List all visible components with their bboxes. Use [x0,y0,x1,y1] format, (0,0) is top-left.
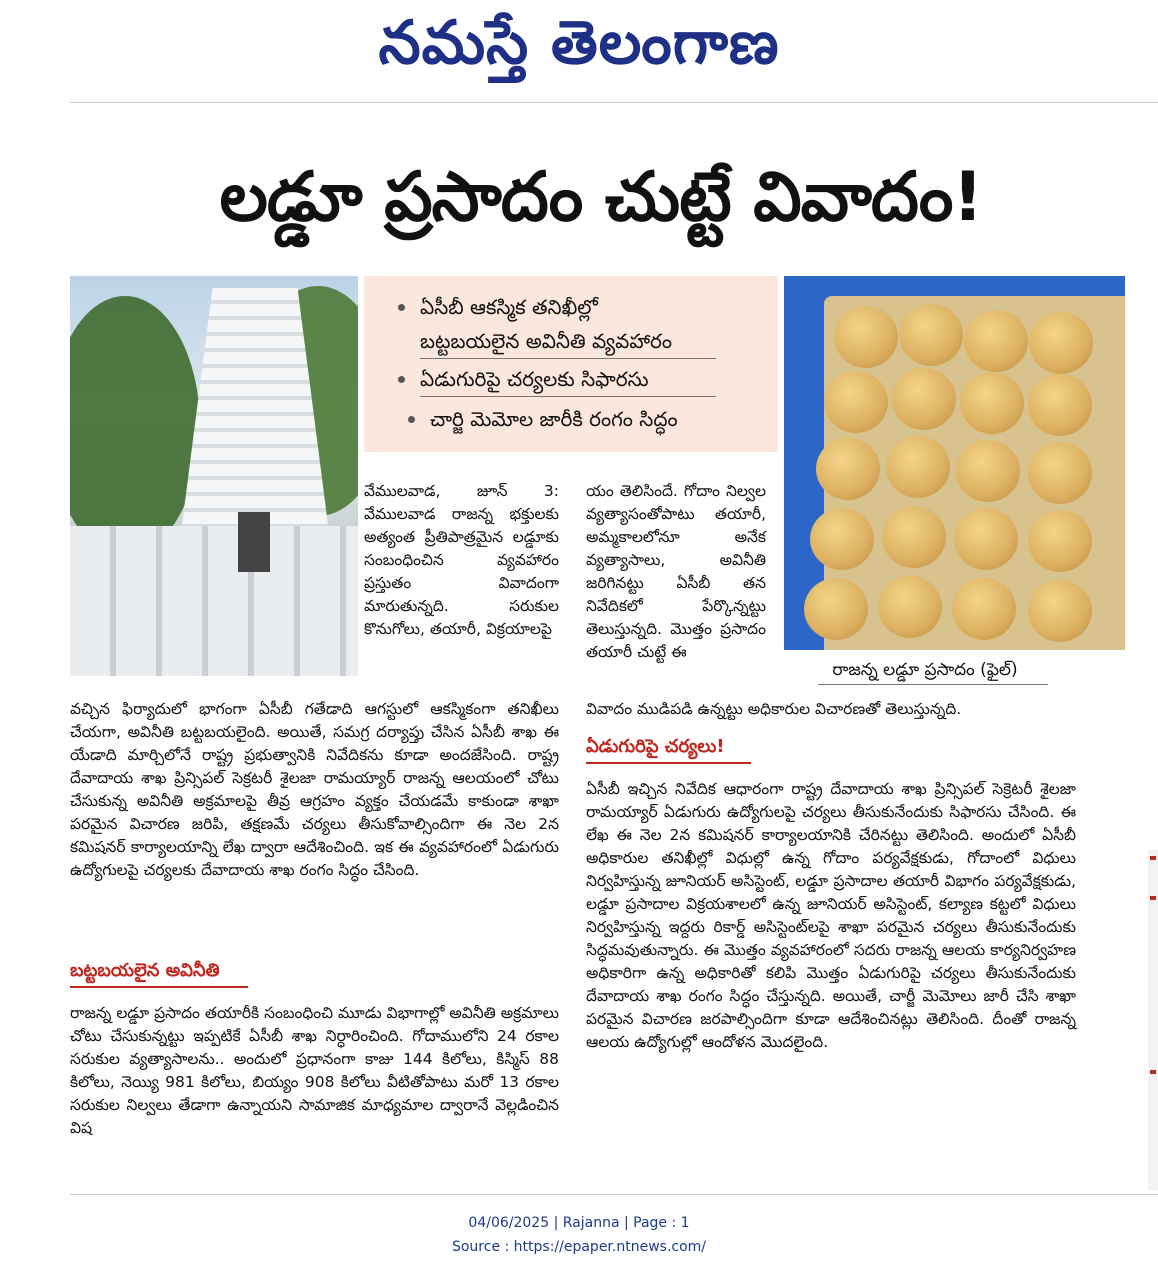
article-col2-wide: వివాదం ముడిపడి ఉన్నట్టు అధికారుల విచారణతో తెలుస్తున్నది. [586,700,962,718]
highlight-item: ఏసీబీ ఆకస్మిక తనిఖీల్లో [420,295,598,319]
headline: లడ్డూ ప్రసాదం చుట్టే వివాదం! [219,158,983,237]
temple-photo [70,276,358,676]
article-col1-bottom: రాజన్న లడ్డూ ప్రసాదం తయారీకి సంబంధించి మూడు విభాగాల్లో అవినీతి అక్రమాలు చోటు చేసుకున్నట్టు ఇప్పటికే ఏసీబీ శాఖ నిర్ధారించింది. గోదాములోని 24 రకాల సరుకుల వ్యత్యాసాలను.. అందులో ప్రధానంగా కాజు 144 కిలోలు, కిస్మిస్ 88 కిలోలు, నెయ్యి 981 కిలోలు, బియ్యం 908 కిలోలు వీటితోపాటు మరో 13 రకాల సరుకుల నిల్వలు తేడాగా ఉన్నాయని సామాజిక మాధ్యమాల ద్వారానే వెల్లడించిన విష [70,1004,559,1137]
highlight-item: బట్టబయలైన అవినీతి వ్యవహారం [420,329,673,353]
highlight-item: ఏడుగురిపై చర్యలకు సిఫారసు [420,367,649,391]
subhead-corruption: బట్టబయలైన అవినీతి [70,960,220,981]
article-col1-wide: వచ్చిన ఫిర్యాదులో భాగంగా ఏసీబీ గతేడాది ఆగస్టులో ఆకస్మికంగా తనిఖీలు చేయగా, అవినీతి బట్టబయలైంది. అయితే, సమగ్ర దర్యాప్తు చేసిన ఏసీబీ శాఖ ఈ యేడాది మార్చిలోనే రాష్ట్ర ప్రభుత్వానికి నివేదికను కూడా అందజేసింది. రాష్ట్ర దేవాదాయ శాఖ ప్రిన్సిపల్ సెక్రటరీ శైలజా రామయ్యార్ రాజన్న ఆలయంలో చోటు చేసుకున్న అవినీతి అక్రమాలపై తీవ్ర ఆగ్రహం వ్యక్తం చేయడమే కాకుండా శాఖా పరమైన విచారణ జరిపి, తక్షణమే చర్యలు తీసుకోవాల్సిందిగా ఈ నెల 2న కమిషనర్ కార్యాలయాన్ని లేఖ ద్వారా ఆదేశించింది. ఇక ఈ వ్యవహారంలో ఏడుగురు ఉద్యోగులపై చర్యలకు దేవాదాయ శాఖ రంగం సిద్ధం చేసింది. [70,700,559,879]
laddu-photo [784,276,1125,650]
bottom-divider [70,1194,1158,1195]
top-divider [70,102,1158,103]
article-col2-top: యం తెలిసిందే. గోదాం నిల్వల వ్యత్యాసంతోపాటు తయారీ, అమ్మకాలలోనూ అనేక వ్యత్యాసాలు, అవినీతి జరిగినట్టు ఏసీబీ తన నివేదికలో పేర్కొన్నట్టు తెలుస్తున్నది. మొత్తం ప్రసాదం తయారీ చుట్టే ఈ [586,482,766,661]
article-col2-bottom: ఏసీబీ ఇచ్చిన నివేదిక ఆధారంగా రాష్ట్ర దేవాదాయ శాఖ ప్రిన్సిపల్ సెక్రెటరీ శైలజా రామయ్యార్ ఏడుగురు ఉద్యోగులపై చర్యలు తీసుకునేందుకు సిఫారసు చేసింది. ఈ లేఖ ఈ నెల 2న కమిషనర్ కార్యాలయానికి చేరినట్టు తెలిసింది. అందులో ఏసీబీ అధికారుల తనిఖీల్లో విధుల్లో ఉన్న గోదాం పర్యవేక్షకుడు, గోదాంలో విధులు నిర్వహిస్తున్న జూనియర్ అసిస్టెంట్, లడ్డూ ప్రసాదాల తయారీ విభాగం పర్యవేక్షకుడు, లడ్డూ ప్రసాదాల విక్రయశాలలో ఉన్న జూనియర్ అసిస్టెంట్, కల్యాణ కట్టలో విధులు నిర్వహిస్తున్న ఇద్దరు రికార్డ్ అసిస్టెంట్‌లపై శాఖా పరమైన చర్యలు తీసుకునేందుకు సిద్ధమవుతున్నారు. ఈ మొత్తం వ్యవహారంలో సదరు రాజన్న ఆలయ కార్యనిర్వహణ అధికారిగా ఉన్న అధికారితో కలిపి మొత్తం ఏడుగురిపై చర్యలు తీసుకునేందుకు దేవాదాయ శాఖ రంగం సిద్ధం చేస్తున్నది. అయితే, చార్జీ మెమోలు జారీ చేసి శాఖా పరమైన విచారణ జరపాల్సిందిగా కూడా ఆదేశించినట్లు తెలిసింది. దీంతో రాజన్న ఆలయ ఉద్యోగుల్లో ఆందోళన మొదలైంది. [586,780,1076,1051]
masthead-logo: నమస్తే తెలంగాణ [378,8,780,78]
article-col1-top: వేములవాడ, జూన్ 3: వేములవాడ రాజన్న భక్తులకు అత్యంత ప్రీతిపాత్రమైన లడ్డూకు సంబంధించిన వ్యవహారం ప్రస్తుతం వివాదంగా మారుతున్నది. సరుకుల కొనుగోలు, తయారీ, విక్రయాలపై [364,482,559,638]
highlights-box [364,276,778,452]
adjacent-page-edge [1148,850,1158,1190]
highlight-item: చార్జి మెమోల జారీకి రంగం సిద్ధం [430,407,678,431]
subhead-action: ఏడుగురిపై చర్యలు! [586,736,725,757]
footer-source: Source : https://epaper.ntnews.com/ [451,1239,707,1255]
footer-meta: 04/06/2025 | Rajanna | Page : 1 [468,1215,690,1231]
photo-caption: రాజన్న లడ్డూ ప్రసాదం (ఫైల్) [832,660,1018,680]
